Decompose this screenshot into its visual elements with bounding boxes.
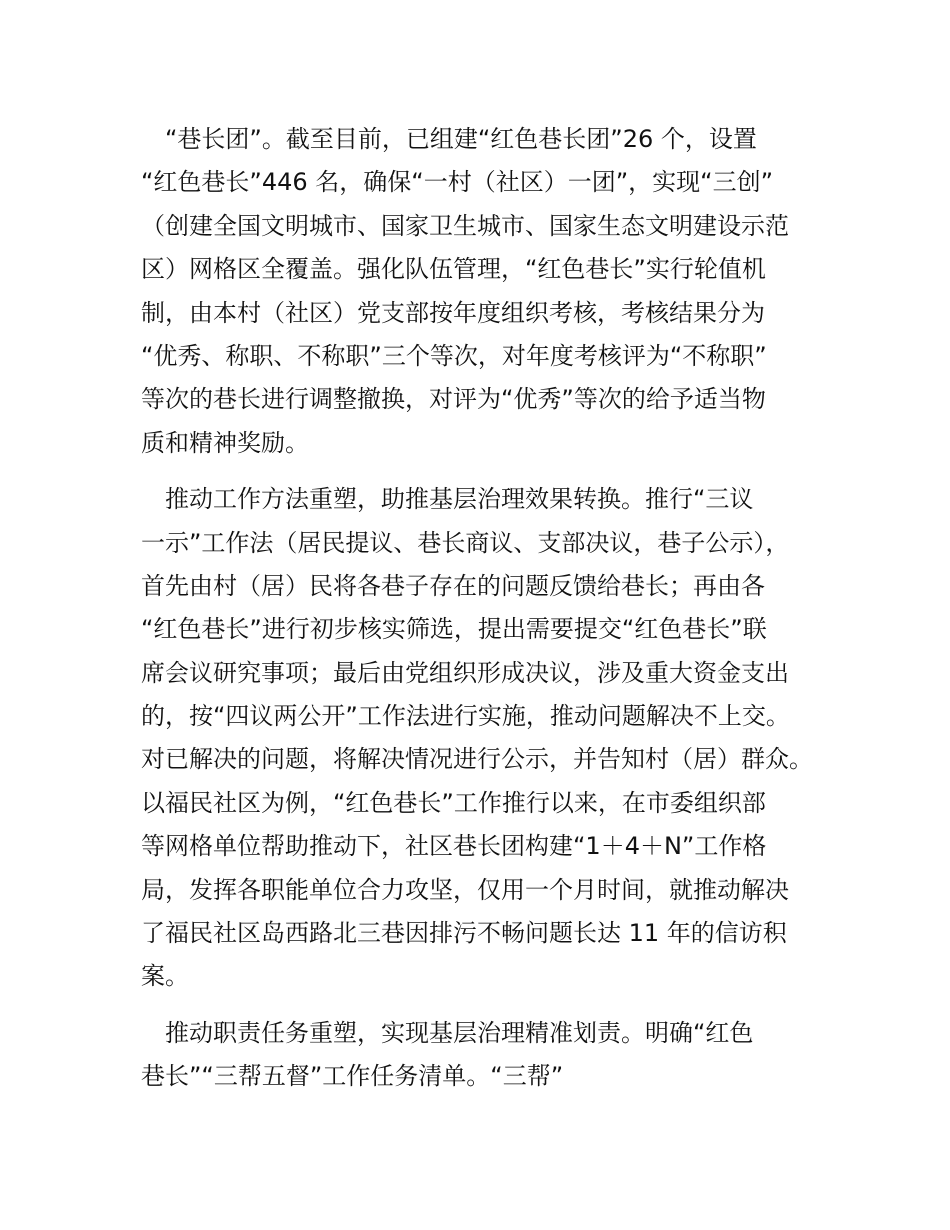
text-line: 首先由村（居）民将各巷子存在的问题反馈给巷长；再由各 <box>141 571 765 600</box>
text-line: 了福民社区岛西路北三巷因排污不畅问题长达 11 年的信访积 <box>141 919 787 948</box>
document-body <box>141 118 841 1099</box>
text-line: 对已解决的问题，将解决情况进行公示，并告知村（居）群众。 <box>141 745 813 774</box>
text-line: 席会议研究事项；最后由党组织形成决议，涉及重大资金支出 <box>141 658 789 687</box>
text-line: 等网格单位帮助推动下，社区巷长团构建“1＋4＋N”工作格 <box>141 832 767 861</box>
text-line: 等次的巷长进行调整撤换，对评为“优秀”等次的给予适当物 <box>141 385 766 414</box>
text-line: （创建全国文明城市、国家卫生城市、国家生态文明建设示范 <box>141 211 789 240</box>
paragraph-2 <box>141 478 841 999</box>
text-line: “巷长团”。截至目前，已组建“红色巷长团”26 个，设置 <box>141 125 757 153</box>
text-line: 一示”工作法（居民提议、巷长商议、支部决议，巷子公示）， <box>141 528 790 557</box>
text-line: 区）网格区全覆盖。强化队伍管理，“红色巷长”实行轮值机 <box>141 255 766 284</box>
text-line: 以福民社区为例，“红色巷长”工作推行以来，在市委组织部 <box>141 788 766 817</box>
paragraph-1 <box>141 118 841 465</box>
text-line: 质和精神奖励。 <box>141 428 309 457</box>
text-line: 推动工作方法重塑，助推基层治理效果转换。推行“三议 <box>141 485 754 514</box>
text-line: “优秀、称职、不称职”三个等次，对年度考核评为“不称职” <box>141 341 767 370</box>
text-line: 巷长”“三帮五督”工作任务清单。“三帮” <box>141 1062 564 1091</box>
text-line: “红色巷长”446 名，确保“一村（社区）一团”，实现“三创” <box>141 168 774 197</box>
text-line: “红色巷长”进行初步核实筛选，提出需要提交“红色巷长”联 <box>141 615 767 644</box>
text-line: 局，发挥各职能单位合力攻坚，仅用一个月时间，就推动解决 <box>141 875 789 904</box>
text-line: 推动职责任务重塑，实现基层治理精准划责。明确“红色 <box>141 1018 754 1047</box>
text-line: 的，按“四议两公开”工作法进行实施，推动问题解决不上交。 <box>141 702 790 731</box>
text-line: 制，由本村（社区）党支部按年度组织考核，考核结果分为 <box>141 298 765 327</box>
paragraph-3 <box>141 1012 841 1099</box>
text-line: 案。 <box>141 962 189 991</box>
